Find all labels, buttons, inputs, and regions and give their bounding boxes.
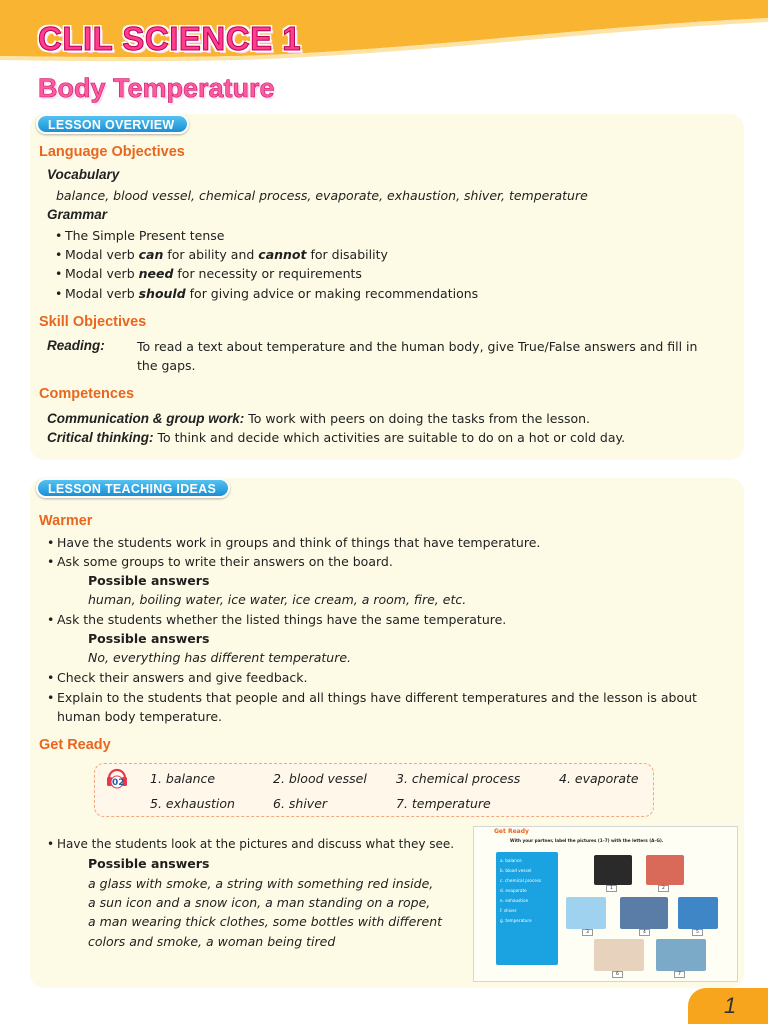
possible-answers-line: a man wearing thick clothes, some bottles with different — [88, 914, 443, 929]
thumb-picture-tired-woman — [656, 939, 706, 971]
skill-objectives-heading: Skill Objectives — [39, 314, 147, 330]
possible-answers-label: Possible answers — [88, 856, 210, 871]
reading-label: Reading: — [47, 338, 105, 353]
thumb-picture-cold-man — [678, 897, 718, 929]
thumb-number: 5 — [692, 929, 703, 936]
competence-critical-thinking: Critical thinking: To think and decide which activities are suitable to do on a hot or cold day. — [47, 430, 626, 445]
warmer-bullet: • Have the students work in groups and think of things that have temperature. — [57, 535, 540, 550]
thumb-number: 2 — [658, 885, 669, 892]
warmer-bullet: • Check their answers and give feedback. — [57, 670, 308, 685]
possible-answers-label: Possible answers — [88, 631, 210, 646]
thumb-picture-rope-walker — [620, 897, 668, 929]
vocab-word: 5. exhaustion — [150, 796, 235, 811]
thumb-picture-thermometers — [566, 897, 606, 929]
thumb-number: 7 — [674, 971, 685, 978]
warmer-bullet-cont: human body temperature. — [57, 709, 223, 724]
possible-answers-text: No, everything has different temperature. — [88, 650, 352, 665]
page-number: 1 — [724, 993, 737, 1018]
possible-answers-label: Possible answers — [88, 573, 210, 588]
warmer-bullet: • Ask some groups to write their answers on the board. — [57, 554, 393, 569]
language-objectives-heading: Language Objectives — [39, 144, 185, 160]
thumb-picture-blood-vessel — [646, 855, 684, 885]
grammar-item: • The Simple Present tense — [65, 228, 224, 243]
student-book-thumbnail — [473, 826, 738, 982]
audio-track-number: 02 — [112, 778, 125, 788]
teaching-ideas-badge: LESSON TEACHING IDEAS — [36, 478, 230, 498]
thumb-number: 3 — [582, 929, 593, 936]
thumb-picture-bottles — [594, 939, 644, 971]
lesson-title: Body Temperature — [38, 73, 275, 103]
warmer-bullet: • Explain to the students that people and all things have different temperatures and the lesson is about — [57, 690, 697, 705]
possible-answers-line: a sun icon and a snow icon, a man standing on a rope, — [88, 895, 431, 910]
warmer-bullet: • Ask the students whether the listed things have the same temperature. — [57, 612, 506, 627]
thumb-instruction: With your partner, label the pictures (1–7) with the letters (A–G). — [510, 838, 664, 843]
vocab-word: 1. balance — [150, 771, 216, 786]
possible-answers-line: a glass with smoke, a string with something red inside, — [88, 876, 434, 891]
thumb-picture-glass — [594, 855, 632, 885]
grammar-item: • Modal verb can for ability and cannot for disability — [65, 247, 388, 262]
thumb-number: 4 — [639, 929, 650, 936]
page-title: CLIL SCIENCE 1 — [38, 20, 302, 57]
grammar-item: • Modal verb should for giving advice or making recommendations — [65, 286, 478, 301]
vocab-word: 7. temperature — [396, 796, 491, 811]
thumb-number: 6 — [612, 971, 623, 978]
lesson-overview-badge: LESSON OVERVIEW — [36, 114, 189, 134]
thumb-number: 1 — [606, 885, 617, 892]
reading-text: To read a text about temperature and the human body, give True/False answers and fill in — [137, 339, 698, 354]
competences-heading: Competences — [39, 386, 135, 402]
grammar-heading: Grammar — [47, 207, 108, 222]
reading-text-cont: the gaps. — [137, 358, 196, 373]
get-ready-bullet: • Have the students look at the pictures and discuss what they see. — [57, 837, 454, 851]
vocab-word: 4. evaporate — [559, 771, 639, 786]
get-ready-heading: Get Ready — [39, 737, 111, 753]
possible-answers-text: human, boiling water, ice water, ice cream, a room, fire, etc. — [88, 592, 467, 607]
vocab-word: 2. blood vessel — [273, 771, 367, 786]
vocab-word: 3. chemical process — [396, 771, 521, 786]
vocabulary-list: balance, blood vessel, chemical process, evaporate, exhaustion, shiver, temperature — [56, 188, 588, 203]
thumb-word-list: a. balance b. blood vessel c. chemical process d. evaporate e. exhaustion f. shiver g. temperature — [500, 858, 542, 923]
thumb-title: Get Ready — [494, 828, 529, 835]
page-number-tab — [688, 988, 768, 1024]
vocab-word: 6. shiver — [273, 796, 328, 811]
competence-communication: Communication & group work: To work with peers on doing the tasks from the lesson. — [47, 411, 591, 426]
possible-answers-line: colors and smoke, a woman being tired — [88, 934, 336, 949]
vocabulary-heading: Vocabulary — [47, 167, 120, 182]
grammar-item: • Modal verb need for necessity or requirements — [65, 266, 362, 281]
warmer-heading: Warmer — [39, 513, 93, 529]
